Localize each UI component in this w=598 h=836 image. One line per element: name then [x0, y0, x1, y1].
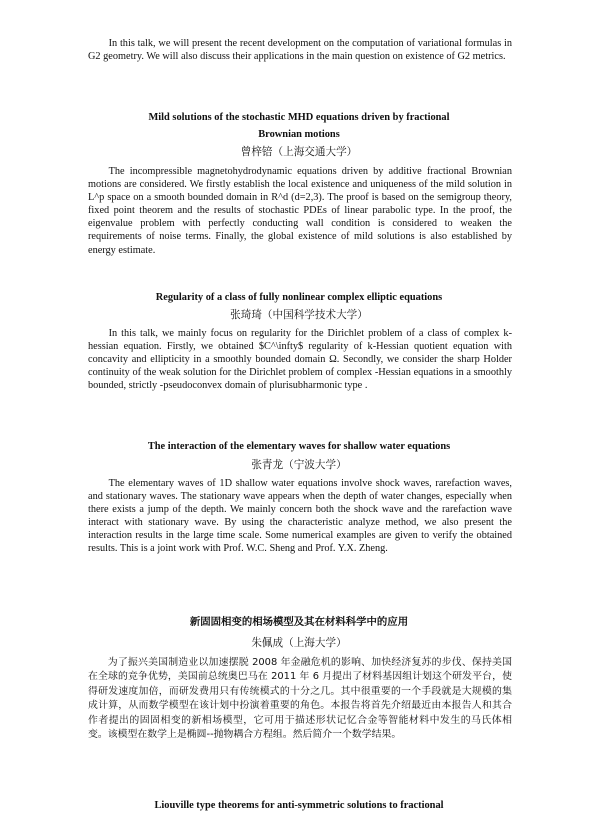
talk-abstract: The incompressible magnetohydrodynamic equations driven by additive fractional Brownian motions are considered. We firstly establish the local existence and uniqueness of the mild solution in L^p space on a smooth bounded domain in R^d (d=2,3). The proof is based on the semigroup theory, fixed point theorem and the results of stochastic PDEs of linear parabolic type. In the proof, the eigenvalue problem with perfectly conducting wall condition is considered to weaken the requirements of noise terms. Finally, the global existence of mild solutions is also established by energy estimate.	[88, 166, 512, 256]
talk-abstract: In this talk, we mainly focus on regularity for the Dirichlet problem of a class of complex k-hessian equation. Firstly, we obtained $C^\infty$ regularity of k-Hessian quotient equation with concavity and ellipticity in a smoothly bounded domain Ω. Secondly, we consider the sharp Holder continuity of the weak solution for the Dirichlet problem of complex -Hessian equations in a smoothly bounded, strictly -pseudoconvex domain of plurisubharmonic type .	[88, 328, 512, 392]
talk-title-continued: Brownian motions	[258, 129, 340, 140]
intro-abstract: In this talk, we will present the recent development on the computation of variational formulas in G2 geometry. We will also discuss their applications in the main question on existence of G2 metrics.	[88, 38, 512, 63]
talk-abstract: 为了振兴美国制造业以加速摆脱 2008 年金融危机的影响、加快经济复苏的步伐、保持美国在全球的竞争优势，美国前总统奥巴马在 2011 年 6 月提出了材料基因组计划这个研发平台，使得研发速度加倍，而研发费用只有传统模式的十分之几。其中很重要的一个手段就是大规模的集成计算，从而数学模型在该计划中扮演着重要的角色。本报告将首先介绍最近由本报告人和其合作者提出的固固相变的新相场模型，它可用于描述形状记忆合金等智能材料中发生的马氏体相变。该模型在数学上是椭圆--抛物耦合方程组。然后简介一个数学结果。	[88, 657, 512, 741]
talk-author: 张青龙（宁波大学）	[251, 459, 347, 471]
talk-abstract: The elementary waves of 1D shallow water equations involve shock waves, rarefaction waves, and stationary waves. The stationary wave appears when the depth of water changes, especially when there exists a jump of the depth. We mainly concern both the shock wave and the rarefaction wave interact with stationary wave. By using the characteristic analyze method, we also present the interaction results in the large time scale. Some numerical examples are given to verify the obtained results. This is a joint work with Prof. W.C. Sheng and Prof. Y.X. Zheng.	[88, 478, 512, 555]
talk-title: Mild solutions of the stochastic MHD equations driven by fractional	[148, 112, 450, 123]
talk-title: Liouville type theorems for anti-symmetric solutions to fractional	[154, 800, 444, 811]
talk-title: The interaction of the elementary waves for shallow water equations	[147, 441, 451, 452]
talk-author: 朱佩成（上海大学）	[251, 637, 347, 649]
talk-author: 张琦琦（中国科学技术大学）	[230, 309, 368, 321]
talk-title: Regularity of a class of fully nonlinear complex elliptic equations	[155, 292, 443, 303]
talk-author: 曾梓锫（上海交通大学）	[240, 146, 358, 158]
talk-title: 新固固相变的相场模型及其在材料科学中的应用	[189, 616, 409, 628]
